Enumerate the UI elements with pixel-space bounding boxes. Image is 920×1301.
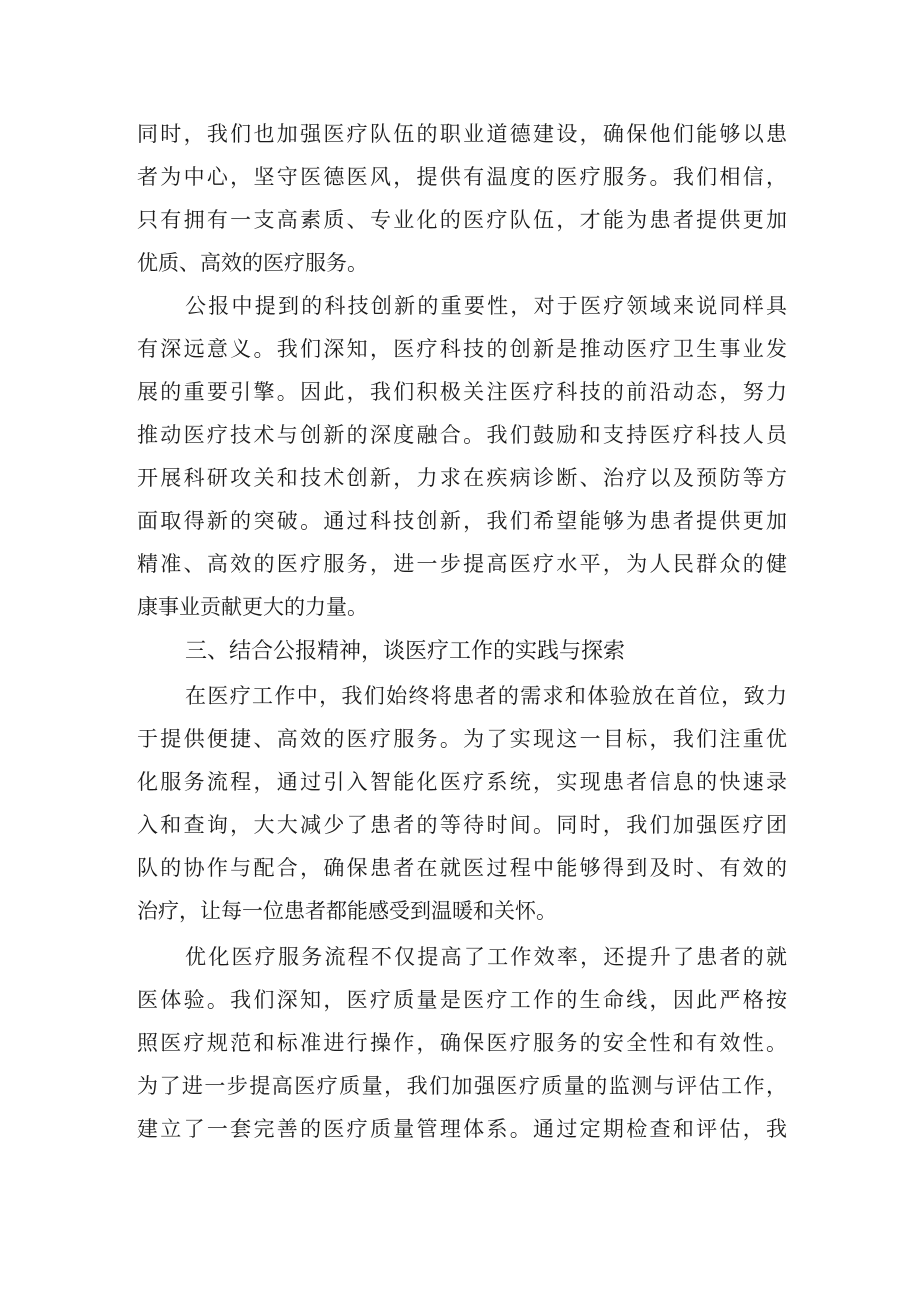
paragraph-line: 精准、高效的医疗服务，进一步提高医疗水平，为人民群众的健 [137, 552, 787, 576]
paragraph-line: 开展科研攻关和技术创新，力求在疾病诊断、治疗以及预防等方 [137, 466, 787, 490]
paragraph-line: 照医疗规范和标准进行操作，确保医疗服务的安全性和有效性。 [137, 1031, 787, 1055]
paragraph-line: 推动医疗技术与创新的深度融合。我们鼓励和支持医疗科技人员 [137, 423, 787, 447]
paragraph-line: 面取得新的突破。通过科技创新，我们希望能够为患者提供更加 [137, 509, 787, 533]
paragraph-line: 优质、高效的医疗服务。 [137, 251, 368, 275]
paragraph-line: 建立了一套完善的医疗质量管理体系。通过定期检查和评估，我 [137, 1117, 787, 1141]
paragraph-line: 康事业贡献更大的力量。 [137, 595, 368, 619]
paragraph-line: 在医疗工作中，我们始终将患者的需求和体验放在首位，致力 [185, 684, 787, 708]
paragraph-line: 治疗，让每一位患者都能感受到温暖和关怀。 [137, 899, 557, 923]
paragraph-line: 化服务流程，通过引入智能化医疗系统，实现患者信息的快速录 [137, 770, 787, 794]
paragraph-line: 有深远意义。我们深知，医疗科技的创新是推动医疗卫生事业发 [137, 337, 787, 361]
paragraph-line: 公报中提到的科技创新的重要性，对于医疗领域来说同样具 [185, 294, 787, 318]
paragraph-line: 只有拥有一支高素质、专业化的医疗队伍，才能为患者提供更加 [137, 208, 787, 232]
paragraph-line: 为了进一步提高医疗质量，我们加强医疗质量的监测与评估工作， [137, 1074, 787, 1098]
section-heading: 三、结合公报精神，谈医疗工作的实践与探索 [185, 639, 626, 664]
paragraph-line: 队的协作与配合，确保患者在就医过程中能够得到及时、有效的 [137, 856, 787, 880]
paragraph-line: 优化医疗服务流程不仅提高了工作效率，还提升了患者的就 [185, 945, 787, 969]
paragraph-line: 医体验。我们深知，医疗质量是医疗工作的生命线，因此严格按 [137, 988, 787, 1012]
paragraph-line: 展的重要引擎。因此，我们积极关注医疗科技的前沿动态，努力 [137, 380, 787, 404]
paragraph-line: 于提供便捷、高效的医疗服务。为了实现这一目标，我们注重优 [137, 727, 787, 751]
paragraph-line: 入和查询，大大减少了患者的等待时间。同时，我们加强医疗团 [137, 813, 787, 837]
paragraph-line: 同时，我们也加强医疗队伍的职业道德建设，确保他们能够以患 [137, 122, 787, 146]
paragraph-line: 者为中心，坚守医德医风，提供有温度的医疗服务。我们相信， [137, 165, 787, 189]
